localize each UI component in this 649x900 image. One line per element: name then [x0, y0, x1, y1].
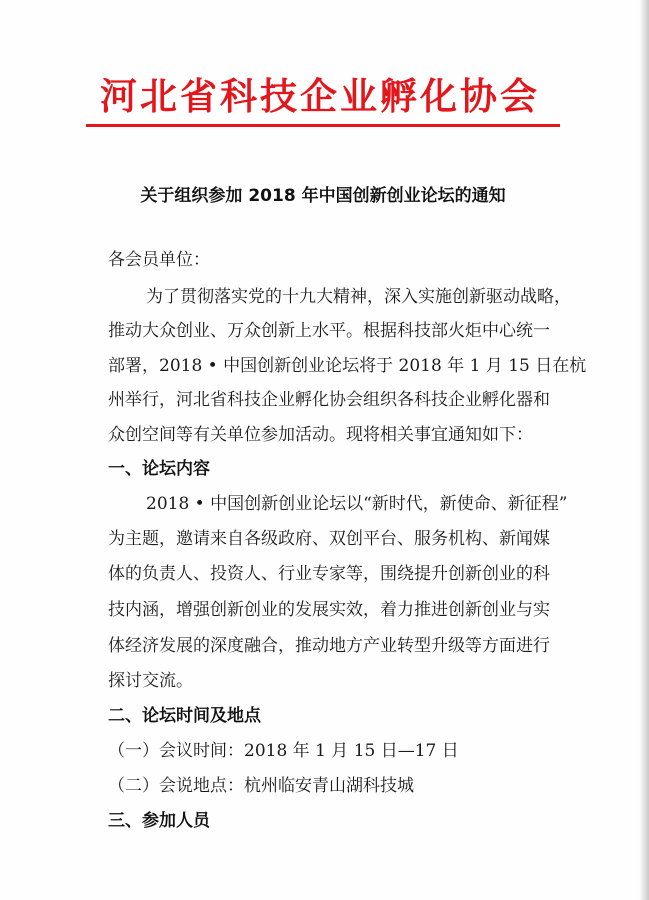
content-line: 探讨交流。	[108, 671, 193, 691]
content-line: 2018 • 中国创新创业论坛以“新时代，新使命、新征程”	[146, 494, 568, 514]
section-heading-time-place: 二、论坛时间及地点	[108, 706, 261, 726]
intro-line: 部署，2018 • 中国创新创业论坛将于 2018 年 1 月 15 日在杭	[108, 356, 587, 376]
content-line: 为主题，邀请来自各级政府、双创平台、服务机构、新闻媒	[108, 529, 550, 549]
intro-line: 州举行，河北省科技企业孵化协会组织各科技企业孵化器和	[108, 390, 550, 410]
header-red-rule	[86, 124, 560, 127]
content-line: 体经济发展的深度融合，推动地方产业转型升级等方面进行	[108, 636, 550, 656]
page-edge-shadow	[639, 0, 649, 900]
notice-title: 关于组织参加 2018 年中国创新创业论坛的通知	[140, 186, 506, 206]
content-line: 技内涵，增强创新创业的发展实效，着力推进创新创业与实	[108, 600, 550, 620]
section-heading-content: 一、论坛内容	[108, 459, 210, 479]
organization-header: 河北省科技企业孵化协会	[100, 74, 540, 118]
intro-line: 为了贯彻落实党的十九大精神，深入实施创新驱动战略，	[146, 287, 571, 307]
meeting-time: （一）会议时间：2018 年 1 月 15 日—17 日	[108, 741, 459, 761]
intro-line: 推动大众创业、万众创新上水平。根据科技部火炬中心统一	[108, 321, 550, 341]
meeting-place: （二）会说地点：杭州临安青山湖科技城	[108, 776, 414, 796]
intro-line: 众创空间等有关单位参加活动。现将相关事宜通知如下：	[108, 425, 533, 445]
section-heading-participants: 三、参加人员	[108, 811, 210, 831]
content-line: 体的负责人、投资人、行业专家等，围绕提升创新创业的科	[108, 564, 550, 584]
salutation: 各会员单位：	[108, 250, 210, 270]
